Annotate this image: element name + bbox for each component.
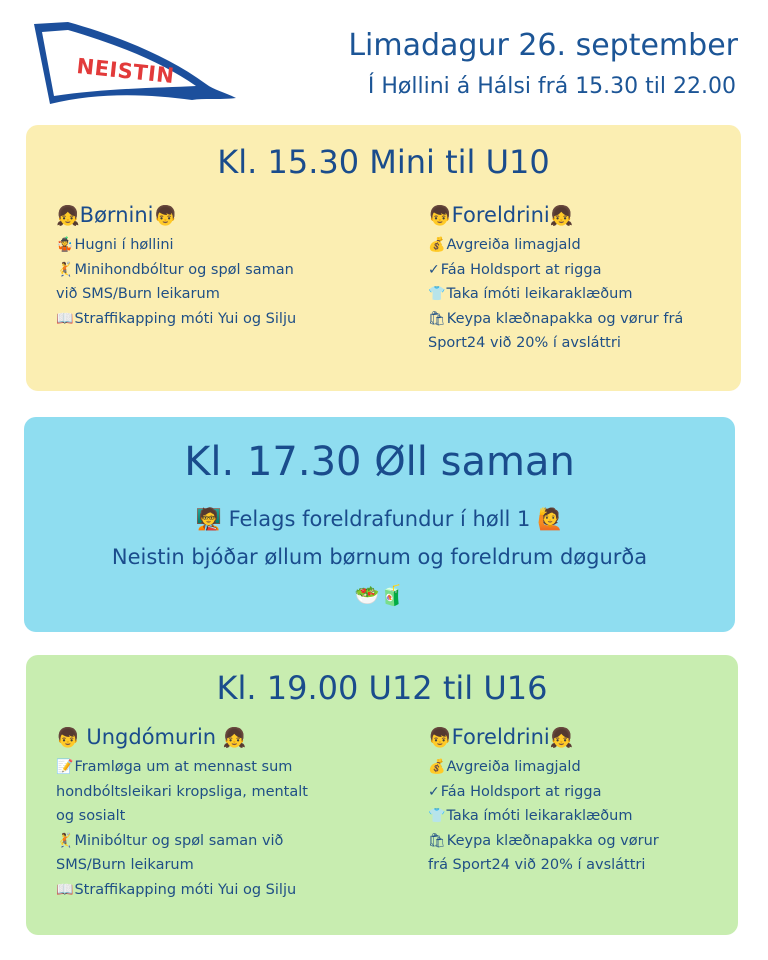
list-item: og sosialt bbox=[56, 808, 126, 824]
girl-emoji-icon: 👧 bbox=[222, 727, 247, 749]
list-item: við SMS/Burn leikarum bbox=[56, 286, 220, 302]
money-bag-icon: 💰 bbox=[428, 759, 446, 775]
list-item: frá Sport24 við 20% í avsláttri bbox=[428, 857, 646, 873]
shopping-bags-icon: 🛍 bbox=[428, 832, 446, 849]
girl-emoji-icon: 👧 bbox=[549, 727, 574, 749]
shirt-icon: 👕 bbox=[428, 286, 446, 302]
list-item: ✓Fáa Holdsport at rigga bbox=[428, 783, 602, 800]
list-item: 🛍Keypa klæðnapakka og vørur bbox=[428, 832, 659, 849]
list-item: 📖Straffikapping móti Yui og Silju bbox=[56, 310, 297, 327]
dinner-line: Neistin bjóðar øllum børnum og foreldrum døgurða bbox=[111, 545, 648, 569]
handball-icon: 🤾 bbox=[56, 832, 74, 849]
section-title: Kl. 19.00 U12 til U16 bbox=[216, 669, 548, 707]
girl-emoji-icon: 👧 bbox=[56, 205, 80, 227]
money-bag-icon: 💰 bbox=[428, 237, 446, 253]
list-item: 🤹Hugni í høllini bbox=[56, 237, 174, 253]
boy-emoji-icon: 👦 bbox=[153, 205, 178, 227]
shopping-bags-icon: 🛍 bbox=[428, 310, 446, 327]
list-item: 💰Avgreiða limagjald bbox=[428, 237, 581, 253]
boy-emoji-icon: 👦 bbox=[428, 727, 452, 749]
list-item: 📖Straffikapping móti Yui og Silju bbox=[56, 881, 297, 898]
section-u12-u16 bbox=[26, 655, 738, 935]
parents-column bbox=[428, 203, 683, 356]
section-title: Kl. 15.30 Mini til U10 bbox=[217, 143, 550, 181]
list-item: 🛍Keypa klæðnapakka og vørur frá bbox=[428, 310, 684, 327]
list-item: 🤾Minihondbóltur og spøl saman bbox=[56, 261, 294, 278]
book-icon: 📖 bbox=[56, 310, 74, 327]
girl-emoji-icon: 👧 bbox=[549, 205, 574, 227]
list-item: 📝Framløga um at mennast sum bbox=[56, 759, 293, 775]
parents-column bbox=[428, 725, 659, 878]
children-column bbox=[56, 203, 296, 331]
column-heading: 👦 Ungdómurin 👧 bbox=[56, 725, 247, 749]
book-icon: 📖 bbox=[56, 881, 74, 898]
check-icon: ✓ bbox=[428, 261, 440, 278]
boy-emoji-icon: 👦 bbox=[428, 205, 452, 227]
list-item: Sport24 við 20% í avsláttri bbox=[428, 335, 621, 351]
section-all-together bbox=[24, 417, 735, 632]
logo-text: NEISTIN bbox=[75, 54, 176, 89]
column-heading: 👦Foreldrini👧 bbox=[428, 203, 574, 227]
column-heading: 👧Børnini👦 bbox=[56, 203, 178, 227]
boy-emoji-icon: 👦 bbox=[56, 727, 80, 749]
food-icons bbox=[24, 583, 735, 607]
page-title: Limadagur 26. september bbox=[348, 28, 738, 63]
column-heading: 👦Foreldrini👧 bbox=[428, 725, 574, 749]
shirt-icon: 👕 bbox=[428, 808, 446, 824]
raising-hand-icon: 🙋 bbox=[537, 507, 564, 531]
list-item: 👕Taka ímóti leikaraklæðum bbox=[428, 286, 633, 302]
check-icon: ✓ bbox=[428, 783, 440, 800]
list-item: 🤾Minibóltur og spøl saman við bbox=[56, 832, 284, 849]
juggling-icon: 🤹 bbox=[56, 237, 74, 253]
juice-icon: 🧃 bbox=[379, 583, 405, 607]
list-item: 👕Taka ímóti leikaraklæðum bbox=[428, 808, 633, 824]
list-item: ✓Fáa Holdsport at rigga bbox=[428, 261, 602, 278]
list-item: hondbóltsleikari kropsliga, mentalt bbox=[56, 783, 308, 800]
section-mini-u10 bbox=[26, 125, 741, 391]
meeting-line: 🧑‍🏫 Felags foreldrafundur í høll 1 🙋 bbox=[195, 507, 564, 531]
page-subtitle: Í Høllini á Hálsi frá 15.30 til 22.00 bbox=[367, 74, 736, 99]
memo-icon: 📝 bbox=[56, 759, 74, 775]
youth-column bbox=[56, 725, 308, 902]
list-item: SMS/Burn leikarum bbox=[56, 857, 194, 873]
section-title: Kl. 17.30 Øll saman bbox=[184, 439, 575, 485]
handball-icon: 🤾 bbox=[56, 261, 74, 278]
bowl-icon: 🥗 bbox=[354, 583, 380, 607]
teacher-icon: 🧑‍🏫 bbox=[195, 507, 222, 531]
list-item: 💰Avgreiða limagjald bbox=[428, 759, 581, 775]
neistin-logo bbox=[28, 18, 240, 110]
